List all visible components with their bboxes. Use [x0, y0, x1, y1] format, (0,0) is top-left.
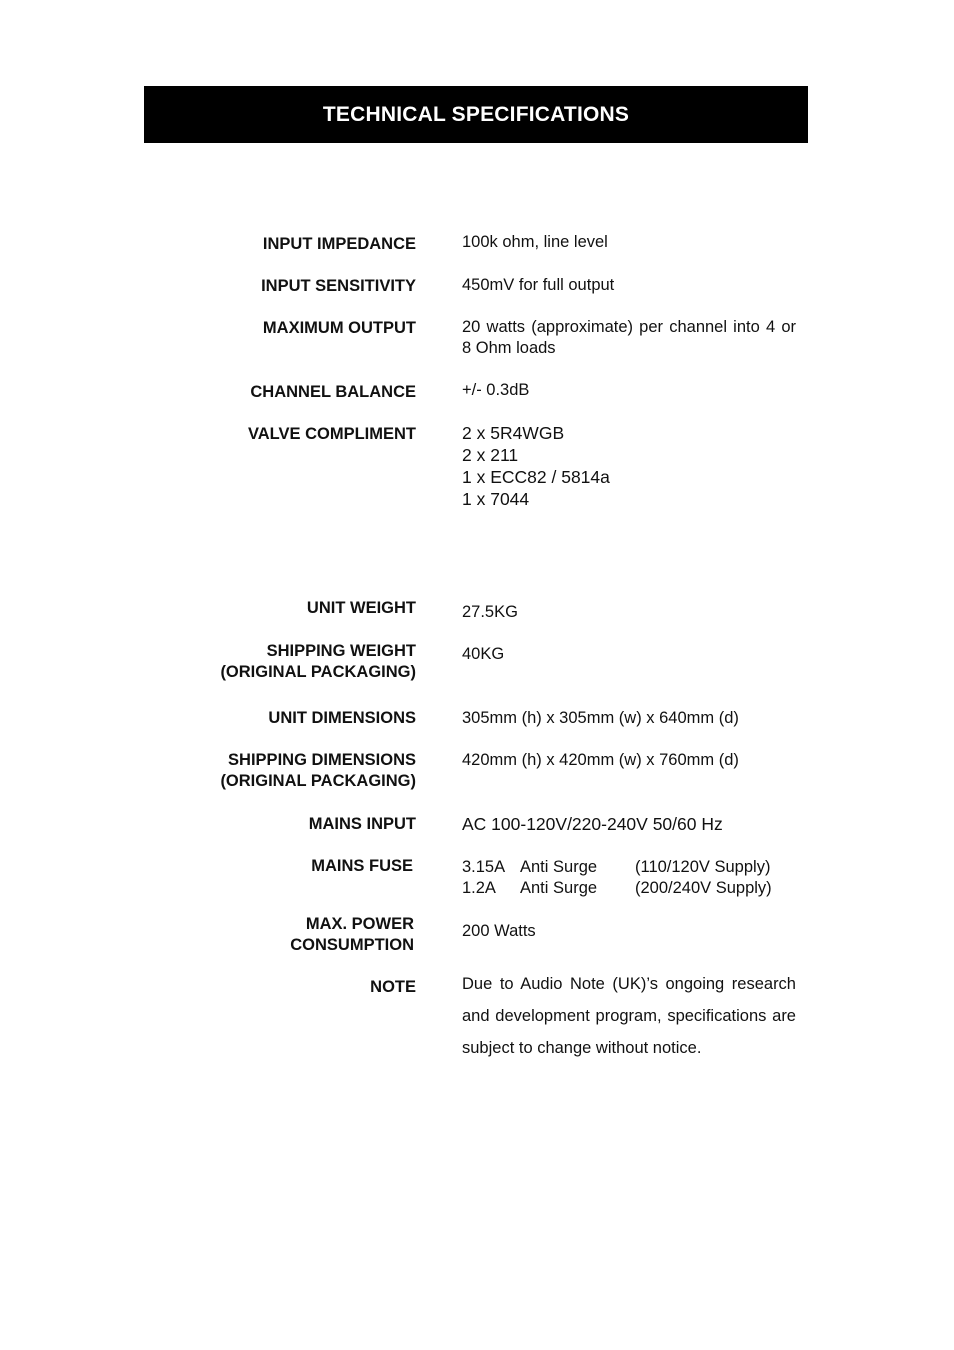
shipping-dimensions-label-line: (ORIGINAL PACKAGING)	[220, 772, 416, 790]
shipping-weight-value: 40KG	[462, 645, 505, 663]
input-impedance-label: INPUT IMPEDANCE	[262, 235, 416, 253]
channel-balance-label: CHANNEL BALANCE	[250, 383, 416, 401]
unit-weight-value: 27.5KG	[462, 603, 518, 621]
note-label: NOTE	[370, 978, 416, 996]
page-title: TECHNICAL SPECIFICATIONS	[322, 102, 630, 126]
unit-weight-label: UNIT WEIGHT	[306, 599, 416, 617]
valve-compliment-label: VALVE COMPLIMENT	[247, 425, 416, 443]
channel-balance-value: +/- 0.3dB	[462, 381, 530, 399]
fuse-rating: 1.2A	[462, 879, 496, 897]
mains-input-value: AC 100-120V/220-240V 50/60 Hz	[462, 814, 723, 834]
unit-dimensions-value: 305mm (h) x 305mm (w) x 640mm (d)	[462, 709, 739, 727]
fuse-supply: (110/120V Supply)	[635, 858, 771, 876]
shipping-dimensions-label-line: SHIPPING DIMENSIONS	[228, 751, 416, 769]
max-power-value: 200 Watts	[462, 922, 536, 940]
maximum-output-value: 20 watts (approximate) per channel into 4 or 8 Ohm loads	[462, 318, 796, 357]
max-power-label-line: CONSUMPTION	[290, 936, 414, 954]
input-impedance-value: 100k ohm, line level	[462, 233, 608, 251]
max-power-label-line: MAX. POWER	[305, 915, 414, 933]
mains-fuse-table	[462, 857, 796, 899]
max-power-label	[290, 914, 414, 956]
valve-item: 1 x ECC82 / 5814a	[462, 467, 610, 487]
valve-compliment-list	[462, 422, 796, 510]
mains-fuse-row	[462, 857, 796, 878]
fuse-rating: 3.15A	[462, 858, 506, 876]
shipping-weight-label-line: (ORIGINAL PACKAGING)	[220, 663, 416, 681]
mains-fuse-label: MAINS FUSE	[311, 857, 413, 875]
fuse-supply: (200/240V Supply)	[635, 879, 772, 897]
note-value: Due to Audio Note (UK)’s ongoing research and development program, specifications are subject to change without notice.	[462, 975, 796, 1057]
maximum-output-label: MAXIMUM OUTPUT	[262, 319, 416, 337]
shipping-dimensions-label	[220, 750, 416, 792]
valve-item: 1 x 7044	[462, 489, 530, 509]
shipping-weight-label-line: SHIPPING WEIGHT	[266, 642, 416, 660]
input-sensitivity-value: 450mV for full output	[462, 276, 615, 294]
shipping-dimensions-value: 420mm (h) x 420mm (w) x 760mm (d)	[462, 751, 739, 769]
valve-item: 2 x 5R4WGB	[462, 423, 565, 443]
input-sensitivity-label: INPUT SENSITIVITY	[261, 277, 416, 295]
unit-dimensions-label: UNIT DIMENSIONS	[268, 709, 416, 727]
fuse-type: Anti Surge	[520, 879, 598, 897]
shipping-weight-label	[220, 641, 416, 683]
mains-input-label: MAINS INPUT	[308, 815, 416, 833]
valve-item: 2 x 211	[462, 445, 519, 465]
fuse-type: Anti Surge	[520, 858, 598, 876]
mains-fuse-row	[462, 878, 796, 899]
header-bar	[144, 86, 808, 143]
